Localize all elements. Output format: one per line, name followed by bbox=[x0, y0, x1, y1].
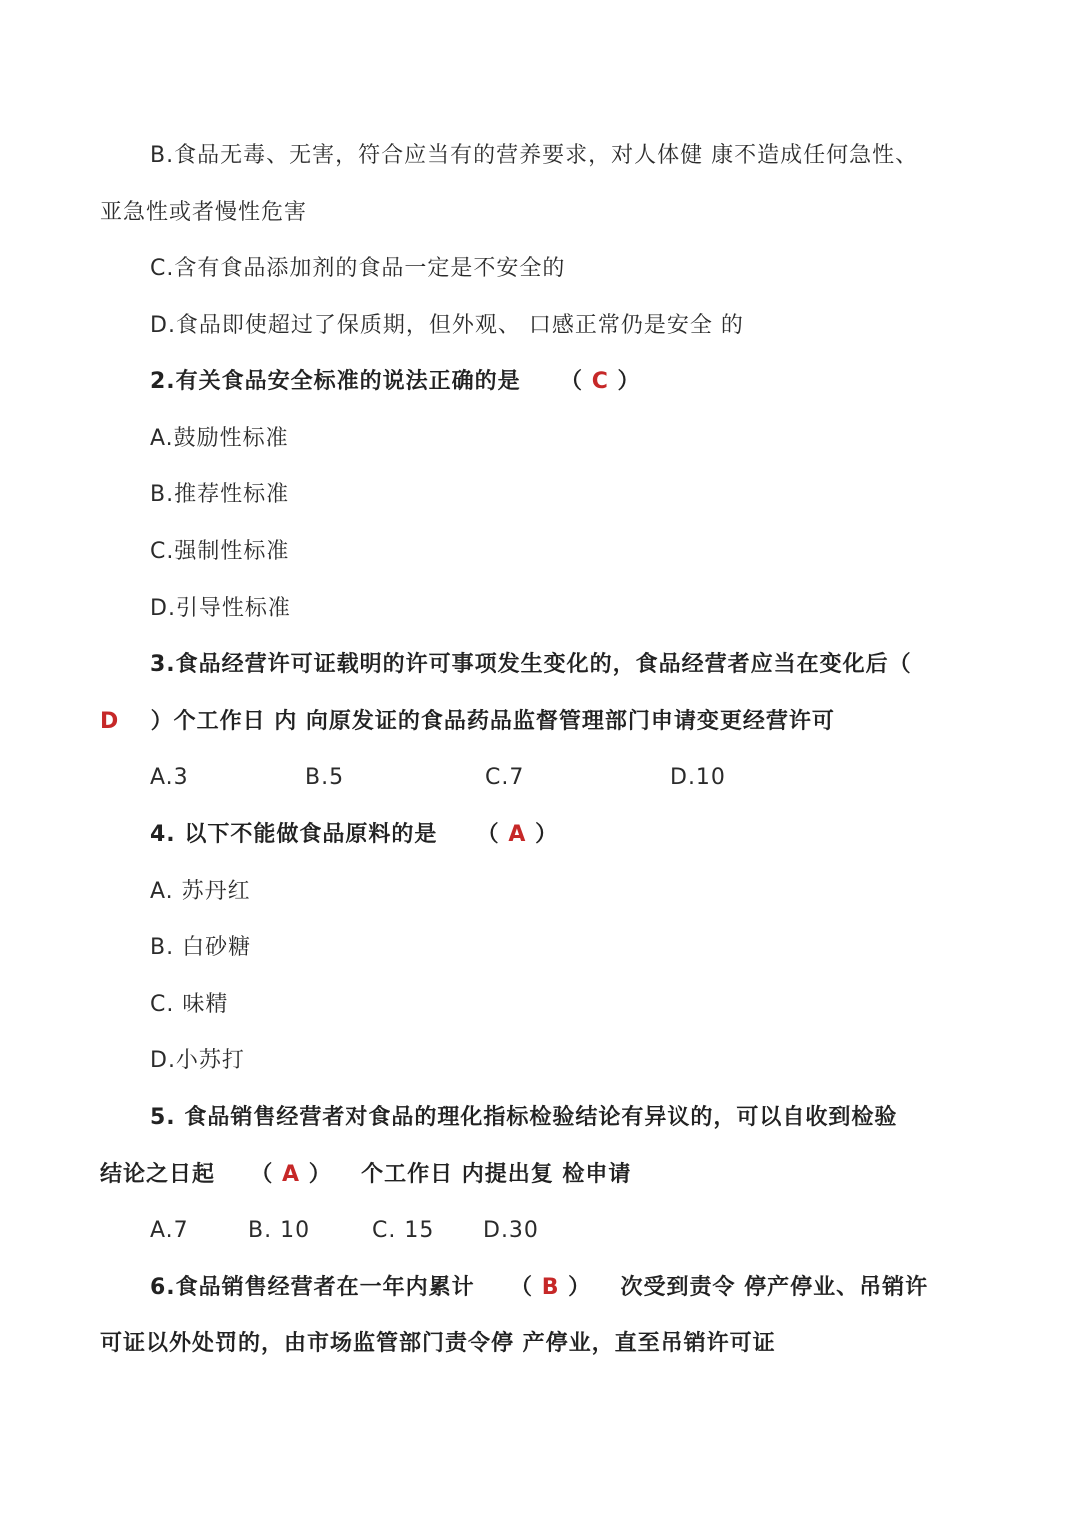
q5-text-line2-pre: 结论之日起 bbox=[100, 1162, 216, 1187]
q1-option-b-line2: 亚急性或者慢性危害 bbox=[100, 200, 308, 225]
q2-option-d: D.引导性标准 bbox=[150, 596, 291, 621]
q6-open-paren: （ bbox=[510, 1275, 534, 1300]
q2-answer: C bbox=[591, 369, 609, 394]
q5-option-c: C. 15 bbox=[372, 1218, 435, 1243]
q6-question-line1 bbox=[150, 1273, 928, 1303]
q3-option-a: A.3 bbox=[150, 765, 189, 790]
q6-question-line2: 可证以外处罚的，由市场监管部门责令停 产停业，直至吊销许可证 bbox=[100, 1331, 776, 1356]
q4-open-paren: （ bbox=[476, 822, 500, 847]
q4-question bbox=[150, 820, 558, 850]
q5-option-d: D.30 bbox=[483, 1218, 539, 1243]
q5-question-line1: 5. 食品销售经营者对食品的理化指标检验结论有异议的，可以自收到检验 bbox=[150, 1105, 898, 1130]
q6-text-line1-post: 次受到责令 停产停业、吊销许 bbox=[620, 1275, 929, 1300]
q3-text-line2: ）个工作日 内 向原发证的食品药品监督管理部门申请变更经营许可 bbox=[150, 709, 835, 734]
q2-option-c: C.强制性标准 bbox=[150, 539, 290, 564]
q5-answer: A bbox=[282, 1162, 301, 1187]
q3-option-d: D.10 bbox=[670, 765, 726, 790]
q1-option-d: D.食品即使超过了保质期，但外观、 口感正常仍是安全 的 bbox=[150, 313, 744, 338]
q1-option-b-line1: B.食品无毒、无害，符合应当有的营养要求，对人体健 康不造成任何急性、 bbox=[150, 143, 919, 168]
q3-question-line2 bbox=[100, 707, 835, 737]
q5-option-a: A.7 bbox=[150, 1218, 189, 1243]
q5-open-paren: （ bbox=[250, 1162, 274, 1187]
q3-question-line1: 3.食品经营许可证载明的许可事项发生变化的，食品经营者应当在变化后（ bbox=[150, 652, 912, 677]
q2-open-paren: （ bbox=[560, 369, 584, 394]
q2-option-b: B.推荐性标准 bbox=[150, 482, 290, 507]
q4-option-d: D.小苏打 bbox=[150, 1048, 245, 1073]
q3-answer: D bbox=[100, 709, 120, 734]
q2-option-a: A.鼓励性标准 bbox=[150, 426, 289, 451]
q2-text: 2.有关食品安全标准的说法正确的是 bbox=[150, 369, 521, 394]
q6-close-paren: ） bbox=[568, 1275, 592, 1300]
q3-option-c: C.7 bbox=[485, 765, 525, 790]
q5-close-paren: ） bbox=[308, 1162, 332, 1187]
q4-text: 4. 以下不能做食品原料的是 bbox=[150, 822, 438, 847]
q2-close-paren: ） bbox=[617, 369, 641, 394]
q2-question bbox=[150, 367, 641, 397]
q4-answer: A bbox=[508, 822, 527, 847]
q3-option-b: B.5 bbox=[305, 765, 345, 790]
q6-text-line1-pre: 6.食品销售经营者在一年内累计 bbox=[150, 1275, 475, 1300]
q5-text-line2-post: 个工作日 内提出复 检申请 bbox=[361, 1162, 632, 1187]
q6-answer: B bbox=[541, 1275, 560, 1300]
q1-option-c: C.含有食品添加剂的食品一定是不安全的 bbox=[150, 256, 566, 281]
q5-question-line2 bbox=[100, 1160, 631, 1190]
q4-close-paren: ） bbox=[535, 822, 559, 847]
q4-option-c: C. 味精 bbox=[150, 992, 229, 1017]
q4-option-b: B. 白砂糖 bbox=[150, 935, 252, 960]
q5-option-b: B. 10 bbox=[248, 1218, 311, 1243]
q4-option-a: A. 苏丹红 bbox=[150, 879, 251, 904]
